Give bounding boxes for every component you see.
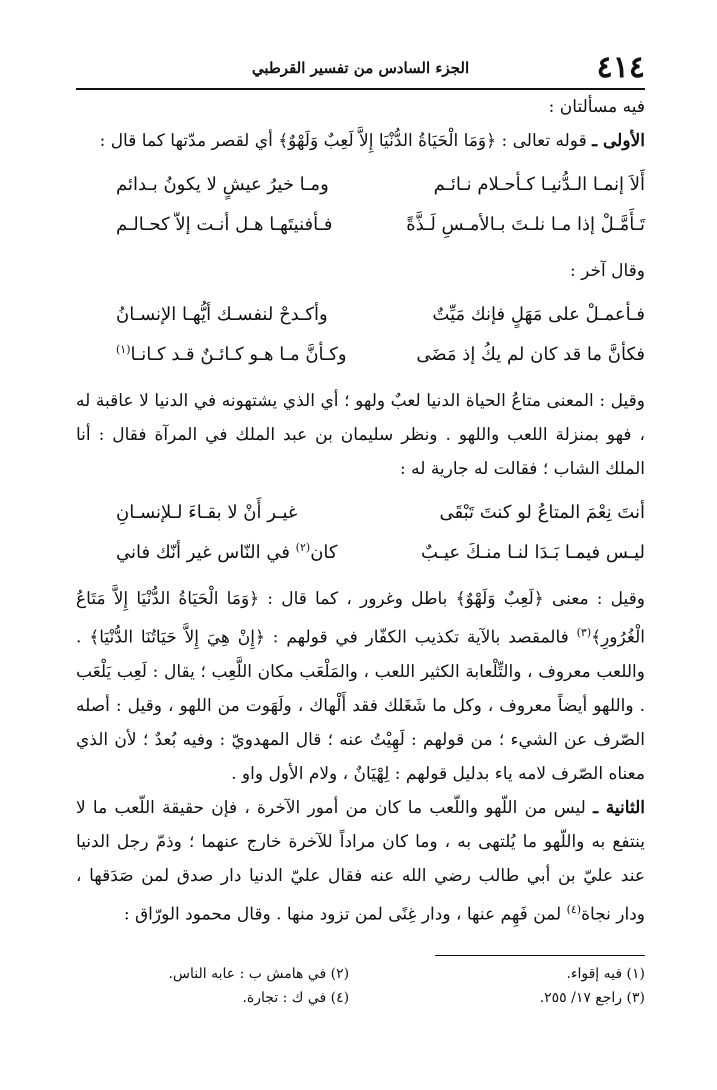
footnotes (76, 962, 645, 1010)
verse-first-hemistich: أَلاَ إنمـا الـدُّنيـا كـأحـلام نـائـم (433, 173, 645, 195)
verse-second-hemistich: غيـر أَنْ لا بقـاءَ لـلإنسـانِ (116, 501, 298, 523)
footnote-text: في ك : تجارة. (242, 990, 327, 1006)
verse-line (76, 532, 645, 572)
paragraph-text: ليس من اللّهو واللّعب ما كان من أمور الآخرة ، فإن حقيقة اللّعب ما لا ينتفع به واللّهو ما يُلتهى به ، وما كان مراداً للآخرة خارج عنهما ؛ وذمّ رجل الدنيا عند عليّ بن أبي طالب رضي الله عنه فقال عليّ الدنيا دار صدق لمن صَدَقها ، ودار نجاة (76, 797, 645, 925)
first-issue-paragraph (76, 124, 645, 158)
paragraph-text: فالمقصد بالآية تكذيب الكفّار في قولهم : ﴿إِنْ هِيَ إِلاَّ حَيَاتُنَا الدُّنْيَا﴾ . واللعب معروف ، والتِّلْعابة الكثير اللعب ، والمَلْعَب مكان اللَّعِب ؛ يقال : لَعِب يَلْعَب . واللهو أيضاً معروف ، وكل ما شَغَلك فقد أَلْهاك ، ولَهَوت من اللهو ، وقيل : أصله الصّرف عن الشيء ؛ من قولهم : لَهِيْتُ عنه ؛ قال المهدويّ : وفيه بُعدٌ ؛ لأن الذي معناه الصّرف لامه ياء بدليل قولهم : لِهْيَانٌ ، ولام الأول واو . (76, 627, 645, 784)
first-issue-label: الأولى ـ (592, 131, 645, 151)
verse-second-hemistich: وأكـدحْ لنفسـك أيُّهـا الإنسـانُ (116, 303, 328, 325)
paragraph-text: لمن فَهِم عنها ، ودار غِنًى لمن تزود منها . وقال محمود الورّاق : (123, 904, 567, 925)
verse-first-hemistich: أنتَ نِعْمَ المتاعُ لو كنتَ تَبْقَى (439, 501, 645, 523)
footnote-ref-3: (٣) (576, 626, 592, 639)
verse-line (76, 164, 645, 204)
verse-text: في النّاس غير أنّك فاني (116, 542, 290, 563)
second-issue-label: الثانية ـ (593, 797, 645, 818)
footnote-number: (٣) (626, 990, 645, 1006)
verse-prefix: كان (310, 542, 338, 563)
verse-first-hemistich: ليـس فيمـا بَـدَا لنـا منـكَ عيـبٌ (421, 541, 645, 563)
verse-first-hemistich: فـأعمـلْ على مَهَلٍ فإنك مَيِّتٌ (432, 303, 645, 325)
page-header (76, 48, 645, 90)
meaning-paragraph-2 (76, 582, 645, 791)
footnote-ref-2: (٢) (295, 541, 311, 554)
footnote-text: فيه إقواء. (566, 966, 623, 982)
verse-line (76, 492, 645, 532)
paragraph-text: وقيل : معنى ﴿لَعِبٌ وَلَهْوٌ﴾ باطل وغرور ، كما قال : ﴿وَمَا الْحَيَاةُ الدُّنْيَا إِلاَّ مَتَاعُ الْغُرُورِ﴾ (76, 589, 645, 648)
second-issue-paragraph (76, 791, 645, 932)
footnote-ref-4: (٤) (566, 902, 582, 916)
verse-text: وكـأنَّ مـا هـو كـائـنٌ قـد كـانـا (130, 344, 347, 365)
intro-line: فيه مسألتان : (548, 97, 645, 117)
verse-line (76, 294, 645, 334)
verse-second-hemistich: فـأفنيتَهـا هـل أنـت إلاّ كحـالـم (116, 213, 333, 235)
footnote-ref-1: (١) (116, 343, 131, 356)
verse-block-3 (76, 492, 645, 572)
footnote (76, 986, 349, 1010)
page-body (76, 90, 645, 931)
footnote-text: في هامش ب : عابه الناس. (168, 966, 327, 982)
footnote-number: (٢) (330, 966, 350, 982)
running-title: الجزء السادس من تفسير القرطبي (251, 59, 470, 77)
footnote-row (76, 986, 645, 1010)
footnote-number: (١) (626, 966, 645, 982)
verse-line (76, 204, 645, 244)
footnote-number: (٤) (330, 990, 350, 1006)
verse-block-1 (76, 164, 645, 244)
footnote (372, 962, 645, 986)
footnote-separator (435, 955, 645, 956)
first-issue-text: قوله تعالى : ﴿وَمَا الْحَيَاةُ الدُّنْيَا إِلاَّ لَعِبٌ وَلَهْوٌ﴾ أي لقصر مدّتها كما قال : (99, 131, 587, 151)
verse-line (76, 334, 645, 374)
meaning-paragraph: وقيل : المعنى متاعُ الحياة الدنيا لعبٌ ولهو ؛ أي الذي يشتهونه في الدنيا لا عاقبة له ، فهو بمنزلة اللعب واللهو . ونظر سليمان بن عبد الملك في المرآة فقال : أنا الملك الشاب ؛ فقالت له جارية له : (76, 391, 645, 479)
another-poet-line: وقال آخر : (569, 261, 645, 281)
footnote-row (76, 962, 645, 986)
verse-second-hemistich (116, 541, 337, 563)
footnote-text: راجع ١٧/ ٢٥٥. (539, 990, 623, 1006)
verse-block-2 (76, 294, 645, 374)
verse-first-hemistich: فكأنَّ ما قد كان لم يكُ إذ مَضَى (416, 343, 645, 365)
footnote (76, 962, 349, 986)
page-number: ٤١٤ (596, 50, 645, 85)
verse-second-hemistich (116, 343, 347, 365)
footnote (372, 986, 645, 1010)
verse-second-hemistich: ومـا خيرُ عيشٍ لا يكونُ بـدائم (116, 173, 329, 195)
verse-first-hemistich: تَـأَمَّـلْ إذا مـا نلـتَ بـالأمـسِ لَـذَّةً (406, 213, 645, 235)
